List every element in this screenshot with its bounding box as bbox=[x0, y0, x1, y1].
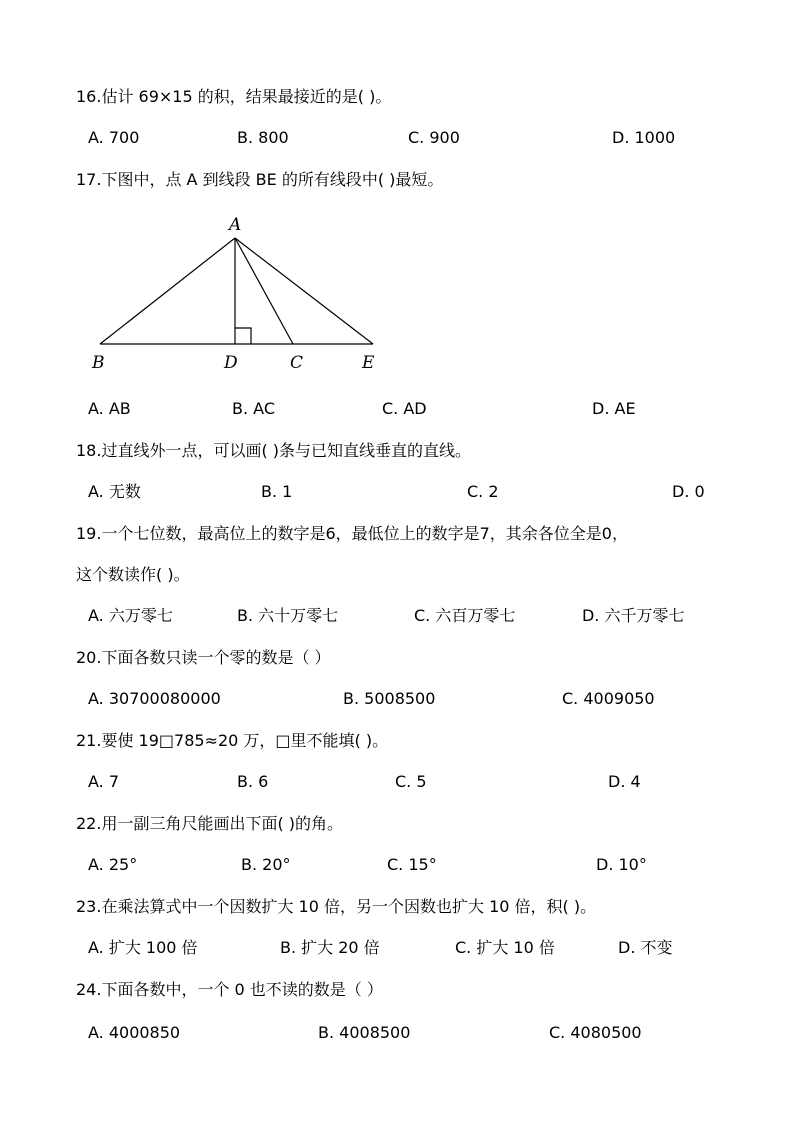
question-19-text: 19.一个七位数，最高位上的数字是6，最低位上的数字是7，其余各位全是0， bbox=[76, 524, 628, 543]
question-21-option-c[interactable]: C. 5 bbox=[395, 772, 427, 791]
segment-ab bbox=[100, 238, 235, 344]
question-21-option-d[interactable]: D. 4 bbox=[608, 772, 641, 791]
point-label-d: D bbox=[224, 353, 238, 373]
question-21-option-a[interactable]: A. 7 bbox=[88, 772, 120, 791]
question-21-option-b[interactable]: B. 6 bbox=[237, 772, 269, 791]
question-24-option-c[interactable]: C. 4080500 bbox=[549, 1023, 642, 1042]
question-19-option-c[interactable]: C. 六百万零七 bbox=[414, 606, 516, 625]
right-angle-mark bbox=[235, 328, 251, 344]
question-19-option-d[interactable]: D. 六千万零七 bbox=[582, 606, 685, 625]
point-label-a: A bbox=[229, 215, 242, 235]
question-17-option-d[interactable]: D. AE bbox=[592, 399, 636, 418]
question-23-option-d[interactable]: D. 不变 bbox=[618, 938, 673, 957]
question-23-option-a[interactable]: A. 扩大 100 倍 bbox=[88, 938, 198, 957]
question-16-option-a[interactable]: A. 700 bbox=[88, 128, 140, 147]
question-19-option-b[interactable]: B. 六十万零七 bbox=[237, 606, 339, 625]
question-20-option-a[interactable]: A. 30700080000 bbox=[88, 689, 221, 708]
question-22-option-b[interactable]: B. 20° bbox=[241, 855, 291, 874]
question-23-option-c[interactable]: C. 扩大 10 倍 bbox=[455, 938, 555, 957]
question-16-option-b[interactable]: B. 800 bbox=[237, 128, 289, 147]
question-22-option-a[interactable]: A. 25° bbox=[88, 855, 138, 874]
question-17-text: 17.下图中，点 A 到线段 BE 的所有线段中( )最短。 bbox=[76, 170, 444, 189]
question-19-text-continued: 这个数读作( )。 bbox=[76, 565, 190, 584]
question-18-option-a[interactable]: A. 无数 bbox=[88, 482, 141, 501]
question-16-option-c[interactable]: C. 900 bbox=[408, 128, 460, 147]
question-18-option-c[interactable]: C. 2 bbox=[467, 482, 499, 501]
question-23-text: 23.在乘法算式中一个因数扩大 10 倍，另一个因数也扩大 10 倍，积( )。 bbox=[76, 897, 597, 916]
point-label-b: B bbox=[92, 353, 105, 373]
question-24-option-b[interactable]: B. 4008500 bbox=[318, 1023, 411, 1042]
triangle-figure bbox=[84, 208, 394, 378]
question-18-text: 18.过直线外一点，可以画( )条与已知直线垂直的直线。 bbox=[76, 441, 472, 460]
question-24-option-a[interactable]: A. 4000850 bbox=[88, 1023, 181, 1042]
question-17-option-b[interactable]: B. AC bbox=[232, 399, 275, 418]
question-17-option-a[interactable]: A. AB bbox=[88, 399, 131, 418]
question-22-text: 22.用一副三角尺能画出下面( )的角。 bbox=[76, 814, 344, 833]
point-label-c: C bbox=[290, 353, 304, 373]
question-20-option-c[interactable]: C. 4009050 bbox=[562, 689, 655, 708]
question-20-text: 20.下面各数只读一个零的数是（ ） bbox=[76, 648, 331, 667]
question-23-option-b[interactable]: B. 扩大 20 倍 bbox=[280, 938, 380, 957]
question-20-option-b[interactable]: B. 5008500 bbox=[343, 689, 436, 708]
question-17-option-c[interactable]: C. AD bbox=[382, 399, 427, 418]
question-16-option-d[interactable]: D. 1000 bbox=[612, 128, 676, 147]
question-18-option-d[interactable]: D. 0 bbox=[672, 482, 705, 501]
segment-ae bbox=[235, 238, 373, 344]
question-22-option-d[interactable]: D. 10° bbox=[596, 855, 647, 874]
question-22-option-c[interactable]: C. 15° bbox=[387, 855, 437, 874]
question-16-text: 16.估计 69×15 的积，结果最接近的是( )。 bbox=[76, 87, 392, 106]
question-18-option-b[interactable]: B. 1 bbox=[261, 482, 293, 501]
question-21-text: 21.要使 19□785≈20 万，□里不能填( )。 bbox=[76, 731, 389, 750]
point-label-e: E bbox=[362, 353, 375, 373]
question-19-option-a[interactable]: A. 六万零七 bbox=[88, 606, 173, 625]
question-24-text: 24.下面各数中，一个 0 也不读的数是（ ） bbox=[76, 980, 383, 999]
